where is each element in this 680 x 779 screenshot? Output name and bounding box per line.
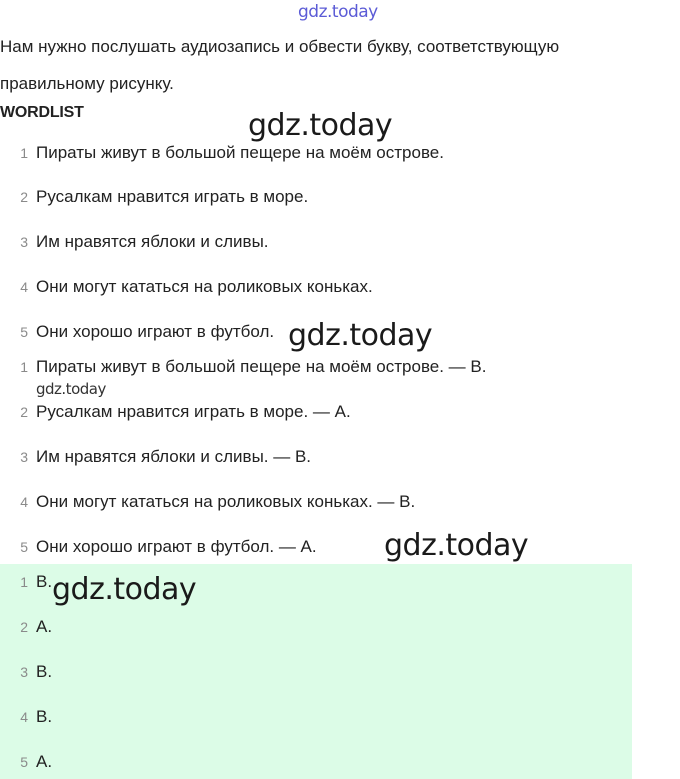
answer-text: В. xyxy=(36,707,53,726)
list-item xyxy=(0,705,52,729)
list-item xyxy=(0,490,415,514)
watermark: gdz.today xyxy=(248,108,393,143)
list-number: 1 xyxy=(20,359,28,375)
list-number: 2 xyxy=(20,404,28,420)
list-item xyxy=(0,400,351,424)
list-item xyxy=(0,445,311,469)
list-number: 2 xyxy=(20,619,28,635)
list-item-text: Им нравятся яблоки и сливы. — В. xyxy=(36,447,312,466)
wordlist-heading: WORDLIST xyxy=(0,104,84,121)
list-item xyxy=(0,355,486,379)
list-item xyxy=(0,570,52,594)
list-item-text: Они хорошо играют в футбол. xyxy=(36,322,275,341)
list-item xyxy=(0,750,52,774)
list-number: 5 xyxy=(20,539,28,555)
list-number: 4 xyxy=(20,709,28,725)
list-number: 3 xyxy=(20,449,28,465)
watermark: gdz.today xyxy=(384,528,529,563)
list-item xyxy=(0,230,269,254)
list-number: 3 xyxy=(20,234,28,250)
watermark: gdz.today xyxy=(288,318,433,353)
list-number: 4 xyxy=(20,494,28,510)
list-item-text: Они могут кататься на роликовых коньках. xyxy=(36,277,373,296)
answer-text: А. xyxy=(36,752,53,771)
list-item xyxy=(0,535,317,559)
answer-text: А. xyxy=(36,617,53,636)
list-item-text: Пираты живут в большой пещере на моём острове. — В. xyxy=(36,357,487,376)
watermark: gdz.today xyxy=(52,572,197,607)
list-number: 1 xyxy=(20,574,28,590)
list-item xyxy=(0,275,373,299)
list-item-text: Русалкам нравится играть в море. — А. xyxy=(36,402,351,421)
list-number: 1 xyxy=(20,145,28,161)
watermark: gdz.today xyxy=(36,380,106,398)
list-item xyxy=(0,185,308,209)
list-number: 3 xyxy=(20,664,28,680)
list-item xyxy=(0,615,52,639)
list-item xyxy=(0,660,52,684)
watermark-top: gdz.today xyxy=(298,2,378,22)
list-item-text: Они могут кататься на роликовых коньках. — В. xyxy=(36,492,416,511)
list-number: 4 xyxy=(20,279,28,295)
answer-text: В. xyxy=(36,662,53,681)
intro-text: Нам нужно послушать аудиозапись и обвести букву, соответствующую правильному рисунку. xyxy=(0,37,560,93)
list-item-text: Им нравятся яблоки и сливы. xyxy=(36,232,269,251)
list-item-text: Русалкам нравится играть в море. xyxy=(36,187,309,206)
list-item xyxy=(0,320,274,344)
list-number: 5 xyxy=(20,324,28,340)
answer-text: В. xyxy=(36,572,53,591)
list-number: 5 xyxy=(20,754,28,770)
list-item xyxy=(0,141,444,165)
list-item-text: Пираты живут в большой пещере на моём острове. xyxy=(36,143,444,162)
list-item-text: Они хорошо играют в футбол. — А. xyxy=(36,537,317,556)
list-number: 2 xyxy=(20,189,28,205)
